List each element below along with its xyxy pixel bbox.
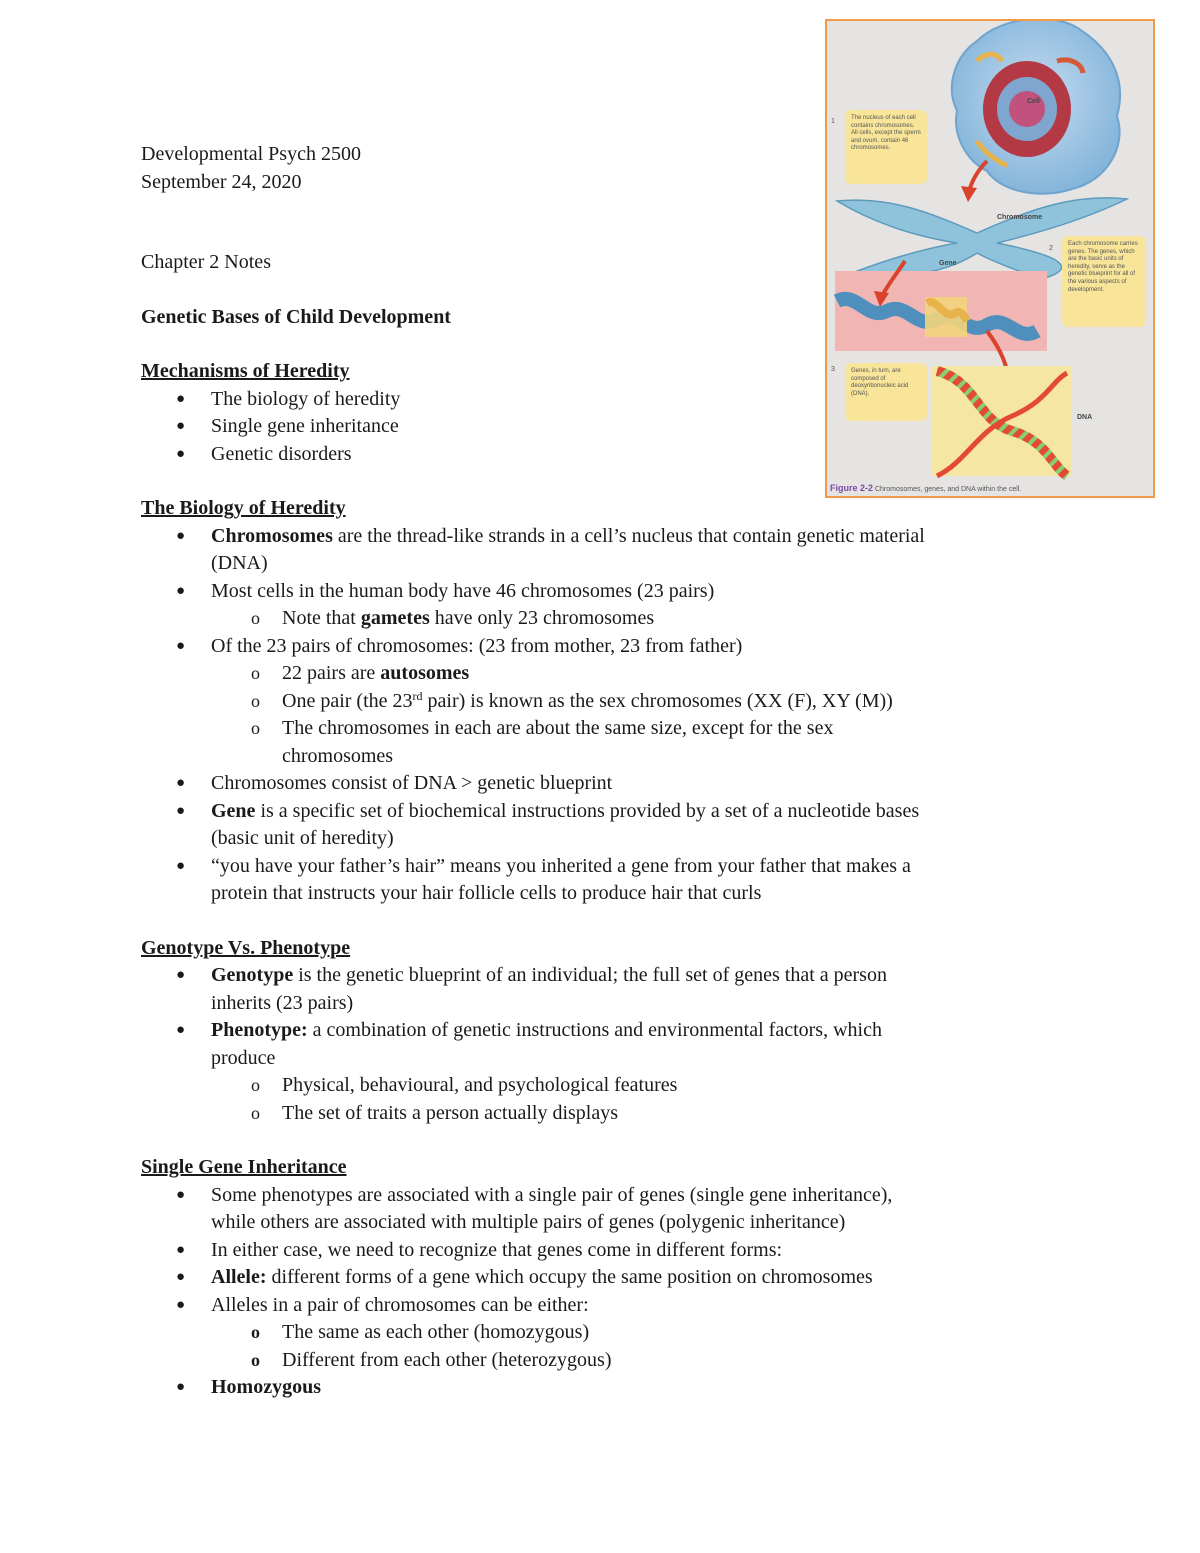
bullet-icon: ● bbox=[176, 418, 186, 434]
list-item: ● Genetic disorders bbox=[141, 441, 1071, 469]
bullet-icon: ● bbox=[176, 967, 186, 983]
list-item: ● Chromosomes are the thread-like strands in a cell’s nucleus that contain genetic material (DNA) bbox=[176, 524, 925, 574]
section-heading-genotype: Genotype Vs. Phenotype bbox=[141, 936, 351, 959]
figure-label-chromosome: Chromosome bbox=[997, 214, 1043, 221]
biology-list bbox=[141, 523, 1071, 908]
sub-list-item: o Note that gametes have only 23 chromosomes bbox=[141, 605, 1071, 633]
figure-callout-nucleus: The nucleus of each cell contains chromosomes. All cells, except the sperm and ovum, contain 46 chromosomes. bbox=[845, 110, 927, 184]
list-item: ● Genotype is the genetic blueprint of an individual; the full set of genes that a person inherits (23 pairs) bbox=[176, 964, 887, 1014]
genotype-list bbox=[141, 962, 1071, 1127]
section-heading-biology: The Biology of Heredity bbox=[141, 497, 346, 519]
circle-bullet-icon: o bbox=[251, 690, 260, 711]
list-item: ● Alleles in a pair of chromosomes can be either: bbox=[141, 1292, 1071, 1320]
figure-label-cell: Cell bbox=[1027, 98, 1040, 105]
list-item: ● “you have your father’s hair” means you inherited a gene from your father that makes a protein that instructs your hair follicle cells to produce hair that curls bbox=[176, 854, 911, 904]
sub-list-item: o One pair (the 23rd pair) is known as the sex chromosomes (XX (F), XY (M)) bbox=[141, 688, 1071, 716]
step-number: 3 bbox=[831, 366, 835, 373]
list-item: ● Homozygous bbox=[141, 1374, 1071, 1402]
bullet-icon: ● bbox=[176, 775, 186, 791]
sub-list-item: o The same as each other (homozygous) bbox=[141, 1319, 1071, 1347]
step-number: 1 bbox=[831, 118, 835, 125]
single-gene-list bbox=[141, 1182, 1071, 1402]
chapter-title: Chapter 2 Notes bbox=[141, 251, 271, 273]
list-item: ● The biology of heredity bbox=[141, 386, 1071, 414]
figure-callout-dna: Genes, in turn, are composed of deoxyribonucleic acid (DNA). bbox=[845, 363, 927, 421]
list-item: ● Gene is a specific set of biochemical instructions provided by a set of a nucleotide bases (basic unit of heredity) bbox=[176, 799, 920, 849]
section-heading-single-gene: Single Gene Inheritance bbox=[141, 1156, 347, 1178]
list-item: ● Most cells in the human body have 46 chromosomes (23 pairs) bbox=[141, 578, 1071, 606]
list-item: ● Some phenotypes are associated with a single pair of genes (single gene inheritance), while others are associated with multiple pairs of genes (polygenic inheritance) bbox=[176, 1183, 893, 1233]
bullet-icon: ● bbox=[176, 527, 186, 544]
list-item: ● Chromosomes consist of DNA > genetic blueprint bbox=[141, 770, 1071, 798]
note-date: September 24, 2020 bbox=[141, 170, 302, 193]
circle-bullet-icon: o bbox=[251, 608, 260, 628]
bullet-icon: ● bbox=[176, 1269, 186, 1285]
circle-bullet-icon: o bbox=[251, 663, 260, 683]
bullet-icon: ● bbox=[176, 1379, 186, 1395]
bullet-icon: ● bbox=[176, 802, 186, 819]
list-item: ● Allele: different forms of a gene which occupy the same position on chromosomes bbox=[141, 1264, 1071, 1292]
figure-caption: Figure 2-2 Chromosomes, genes, and DNA within the cell. bbox=[830, 483, 1022, 493]
bullet-icon: ● bbox=[176, 582, 186, 599]
circle-bullet-icon: o bbox=[251, 1075, 260, 1095]
bullet-icon: ● bbox=[176, 1186, 186, 1203]
figure-label-dna: DNA bbox=[1077, 414, 1093, 421]
figure-callout-genes: Each chromosome carries genes. The genes, which are the basic units of heredity, serve as the genetic blueprint for all of the various aspects of development. bbox=[1062, 236, 1146, 327]
course-title: Developmental Psych 2500 bbox=[141, 143, 361, 165]
bullet-icon: ● bbox=[176, 857, 186, 874]
circle-bullet-icon: o bbox=[251, 1102, 260, 1123]
bullet-icon: ● bbox=[176, 1022, 186, 1038]
list-item: ● Single gene inheritance bbox=[141, 413, 1071, 441]
circle-bullet-icon: o bbox=[251, 1322, 260, 1342]
sub-list-item: o Physical, behavioural, and psychological features bbox=[141, 1072, 1071, 1100]
bullet-icon: ● bbox=[176, 637, 186, 654]
bullet-icon: ● bbox=[176, 390, 186, 407]
circle-bullet-icon: o bbox=[251, 718, 260, 738]
section-heading-mechanisms: Mechanisms of Heredity bbox=[141, 360, 350, 382]
bullet-icon: ● bbox=[176, 1241, 186, 1258]
list-item: ● Phenotype: a combination of genetic instructions and environmental factors, which produce bbox=[176, 1019, 882, 1069]
sub-list-item: o The chromosomes in each are about the same size, except for the sex chromosomes bbox=[251, 717, 834, 767]
sub-list-item: o 22 pairs are autosomes bbox=[141, 660, 1071, 688]
sub-list-item: o The set of traits a person actually displays bbox=[141, 1100, 1071, 1128]
figure-label-gene: Gene bbox=[939, 260, 957, 267]
bullet-icon: ● bbox=[176, 1296, 186, 1313]
circle-bullet-icon: o bbox=[251, 1349, 260, 1370]
list-item: ● In either case, we need to recognize that genes come in different forms: bbox=[141, 1237, 1071, 1265]
bullet-icon: ● bbox=[176, 445, 186, 462]
step-number: 2 bbox=[1049, 245, 1053, 252]
list-item: ● Of the 23 pairs of chromosomes: (23 from mother, 23 from father) bbox=[141, 633, 1071, 661]
sub-list-item: o Different from each other (heterozygous) bbox=[141, 1347, 1071, 1375]
figure-chromosomes-genes-dna bbox=[825, 19, 1155, 498]
topic-heading: Genetic Bases of Child Development bbox=[141, 305, 451, 328]
